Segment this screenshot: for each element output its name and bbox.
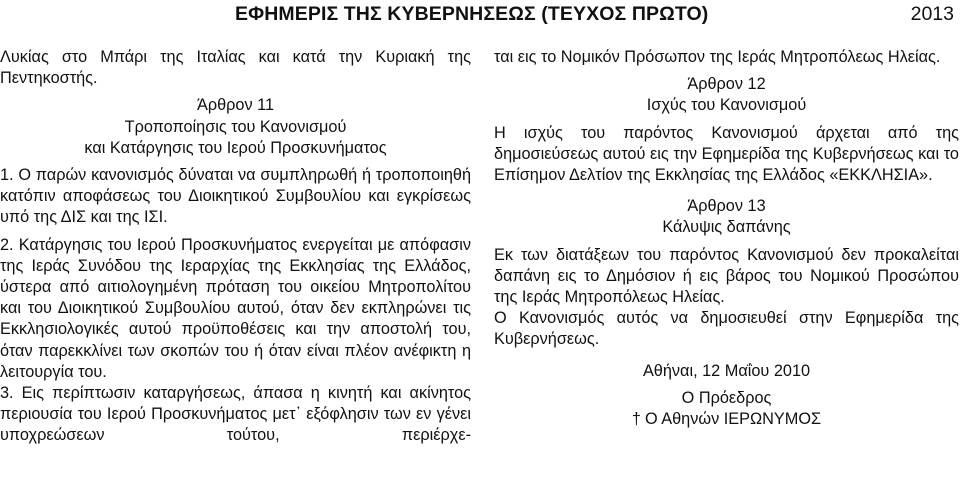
article-13-heading: Άρθρον 13	[687, 197, 766, 216]
article-12-title: Ισχύς του Κανονισμού	[646, 96, 807, 115]
article-12-heading: Άρθρον 12	[687, 75, 766, 94]
gazette-header-year: 2013	[910, 3, 954, 25]
article-13-paragraph-1: Εκ των διατάξεων του παρόντος Κανονισμού δεν προκαλείται δαπάνη εις το Δημόσιον ή εις βάρος του Νομικού Προσώπου της Ιεράς Μητροπόλεως Ηλείας.	[494, 245, 959, 307]
article-11-title-line1: Τροποποίησις του Κανονισμού	[124, 117, 347, 136]
left-column	[0, 47, 471, 447]
article-11-title-line2: και Κατάργησις του Ιερού Προσκυνήματος	[84, 138, 387, 157]
article-13-title: Κάλυψις δαπάνης	[662, 218, 791, 237]
signer-name: Ο Αθηνών ΙΕΡΩΝΥΜΟΣ	[644, 410, 822, 429]
intro-paragraph: Λυκίας στο Μπάρι της Ιταλίας και κατά την Κυριακή της Πεντηκοστής.	[0, 48, 471, 88]
article-11-paragraph-1: 1. Ο παρών κανονισμός δύναται να συμπληρωθή ή τροποποιηθή κατόπιν αποφάσεως του Διοικητικού Συμβουλίου και εγκρίσεως υπό της ΔΙΣ και της ΙΣΙ.	[0, 166, 471, 227]
article-12-paragraph: Η ισχύς του παρόντος Κανονισμού άρχεται από της δημοσιεύσεως αυτού εις την Εφημερίδα της Κυβερνήσεως και το Επίσημον Δελτίον της Εκκλησίας της Ελλάδος «ΕΚΚΛΗΣΙΑ».	[494, 123, 959, 185]
place-date: Αθήναι, 12 Μαΐου 2010	[642, 361, 811, 380]
article-11-paragraph-2: 2. Κατάργησις του Ιερού Προσκυνήματος ενεργείται με απόφασιν της Ιεράς Συνόδου της Ιεραρχίας της Εκκλησίας της Ελλάδος, ύστερα από αιτιολογημένη πρόταση του οικείου Μητροπολίτου και του Διοικητικού Συμβουλίου αυτού, όταν δεν εκπληρώνει τις Εκκλησιολογικές αυτού προϋποθέσεις και την αποστολή του, όταν παρεκκλίνει των σκοπών του ή όταν είναι πλέον ανέφικτη η λειτουργία του.	[0, 235, 471, 381]
continuation-paragraph: ται εις το Νομικόν Πρόσωπον της Ιεράς Μητροπόλεως Ηλείας.	[494, 48, 941, 66]
article-11-heading: Άρθρον 11	[196, 96, 275, 115]
signer-title: Ο Πρόεδρος	[681, 388, 772, 407]
article-11-paragraph-3: 3. Εις περίπτωσιν καταργήσεως, άπασα η κινητή και ακίνητος περιουσία του Ιερού Προσκυνήματος μετ᾽ εξόφλησιν των εν γένει υποχρεώσεων τούτου, περιέρχε-	[0, 384, 471, 445]
gazette-header-title: ΕΦΗΜΕΡΙΣ ΤΗΣ ΚΥΒΕΡΝΗΣΕΩΣ (ΤΕΥΧΟΣ ΠΡΩΤΟ)	[235, 3, 709, 25]
right-column	[494, 47, 959, 430]
cross-icon: †	[631, 410, 641, 429]
signer-line	[494, 409, 959, 430]
article-13-paragraph-2: Ο Κανονισμός αυτός να δημοσιευθεί στην Εφημερίδα της Κυβερνήσεως.	[494, 309, 959, 349]
